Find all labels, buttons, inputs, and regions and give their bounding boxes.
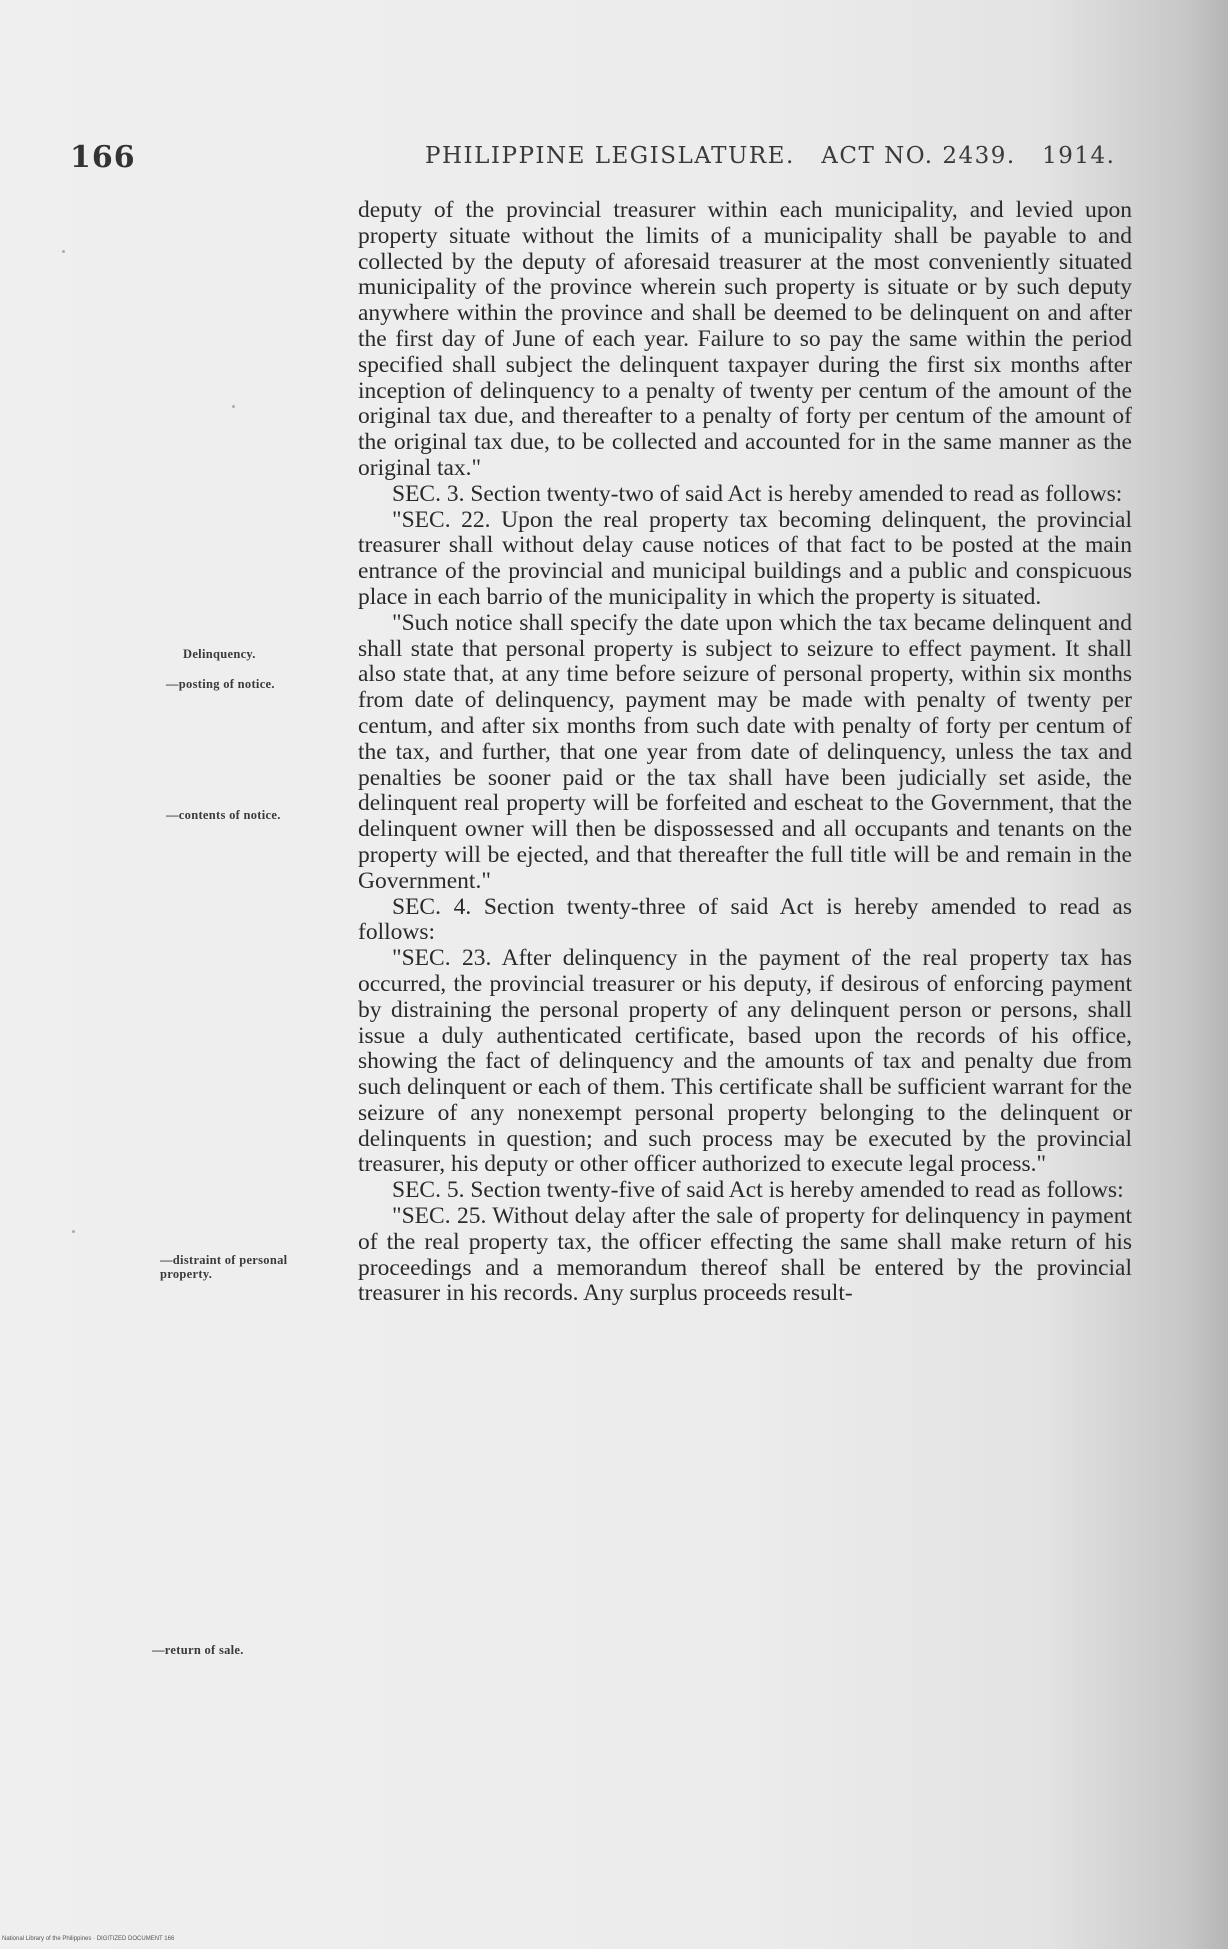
page-number: 166 [70, 140, 136, 175]
sec-3-text: Section twenty-two of said Act is hereby amended to read as follows: [464, 480, 1123, 507]
sec-22-text: Upon the real property tax becoming delinquent, the provincial treasurer shall without delay cause notices of that fact to be posted at the main entrance of the provincial and municipal buildings and a public and conspicuous place in each barrio of the municipality in which the property is situated. [358, 506, 1132, 610]
running-head-act: ACT NO. 2439. [821, 143, 1016, 169]
paragraph-sec-3 [358, 482, 1132, 508]
paragraph-sec-23 [358, 946, 1132, 1178]
margin-note-posting: —posting of notice. [166, 677, 275, 691]
sec-22-label: "SEC. 22. [392, 506, 491, 533]
scan-footer: National Library of the Philippines · DIGITIZED DOCUMENT 166 [2, 1936, 175, 1942]
paragraph-sec-5 [358, 1178, 1132, 1204]
running-head [425, 143, 1116, 169]
margin-note-delinquency: Delinquency. [183, 647, 256, 661]
paragraph-sec-4 [358, 895, 1132, 947]
paragraph-sec-25 [358, 1204, 1132, 1307]
body-text [358, 198, 1132, 1307]
margin-note-distraint-line2: property. [160, 1267, 213, 1281]
sec-23-text: After delinquency in the payment of the real property tax has occurred, the provincial treasurer or his deputy, if desirous of enforcing payment by distraining the personal property of any delinquent person or persons, shall issue a duly authenticated certificate, based upon the records of his office, showing the fact of delinquency and the amounts of tax and penalty due from such delinquent or each of them. This certificate shall be sufficient warrant for the seizure of any nonexempt personal property belonging to the delinquent or delinquents in question; and such process may be executed by the provincial treasurer, his deputy or other officer authorized to execute legal process." [358, 945, 1132, 1178]
sec-25-text: Without delay after the sale of property for delinquency in payment of the real property tax, the officer effecting the same shall make return of his proceedings and a memorandum thereof shall be entered by the provincial treasurer in his records. Any surplus proceeds result- [358, 1203, 1132, 1307]
margin-note-contents: —contents of notice. [166, 808, 281, 822]
paragraph-sec-22 [358, 508, 1132, 611]
sec-5-label: SEC. 5. [392, 1177, 465, 1204]
sec-23-label: "SEC. 23. [392, 945, 492, 972]
sec-25-label: "SEC. 25. [392, 1203, 487, 1230]
scan-speck [62, 250, 65, 253]
margin-note-return: —return of sale. [152, 1643, 244, 1657]
margin-note-distraint [160, 1253, 287, 1281]
paragraph-continuation: deputy of the provincial treasurer within each municipality, and levied upon property situate without the limits of a municipality shall be payable to and collected by the deputy of aforesaid treasurer at the most conveniently situated municipality of the province wherein such property is situate or by such deputy anywhere within the province and shall be deemed to be delinquent on and after the first day of June of each year. Failure to so pay the same within the period specified shall subject the delinquent taxpayer during the first six months after inception of delinquency to a penalty of twenty per centum of the amount of the original tax due, and thereafter to a penalty of forty per centum of the amount of the original tax due, to be collected and accounted for in the same manner as the original tax." [358, 197, 1132, 481]
paragraph-notice: "Such notice shall specify the date upon which the tax became delinquent and shall state that personal property is subject to seizure to effect payment. It shall also state that, at any time before seizure of personal property, within six months from date of delinquency, payment may be made with penalty of twenty per centum, and after six months from such date with penalty of forty per centum of the tax, and further, that one year from date of delinquency, unless the tax and penalties be sooner paid or the tax shall have been judicially set aside, the delinquent real property will be forfeited and escheat to the Government, that the delinquent owner will then be dispossessed and all occupants and tenants on the property will be ejected, and that thereafter the full title will be and remain in the Government." [358, 609, 1132, 894]
sec-5-text: Section twenty-five of said Act is hereby amended to read as follows: [464, 1177, 1124, 1204]
running-head-year: 1914. [1042, 143, 1116, 169]
scan-speck [72, 1230, 75, 1233]
scan-speck [232, 405, 235, 408]
sec-4-label: SEC. 4. [392, 893, 472, 920]
sec-3-label: SEC. 3. [392, 480, 465, 507]
running-head-legislature: PHILIPPINE LEGISLATURE. [425, 143, 795, 169]
margin-note-distraint-line1: —distraint of personal [160, 1253, 288, 1267]
sec-4-text: Section twenty-three of said Act is hereby amended to read as follows: [358, 893, 1132, 946]
